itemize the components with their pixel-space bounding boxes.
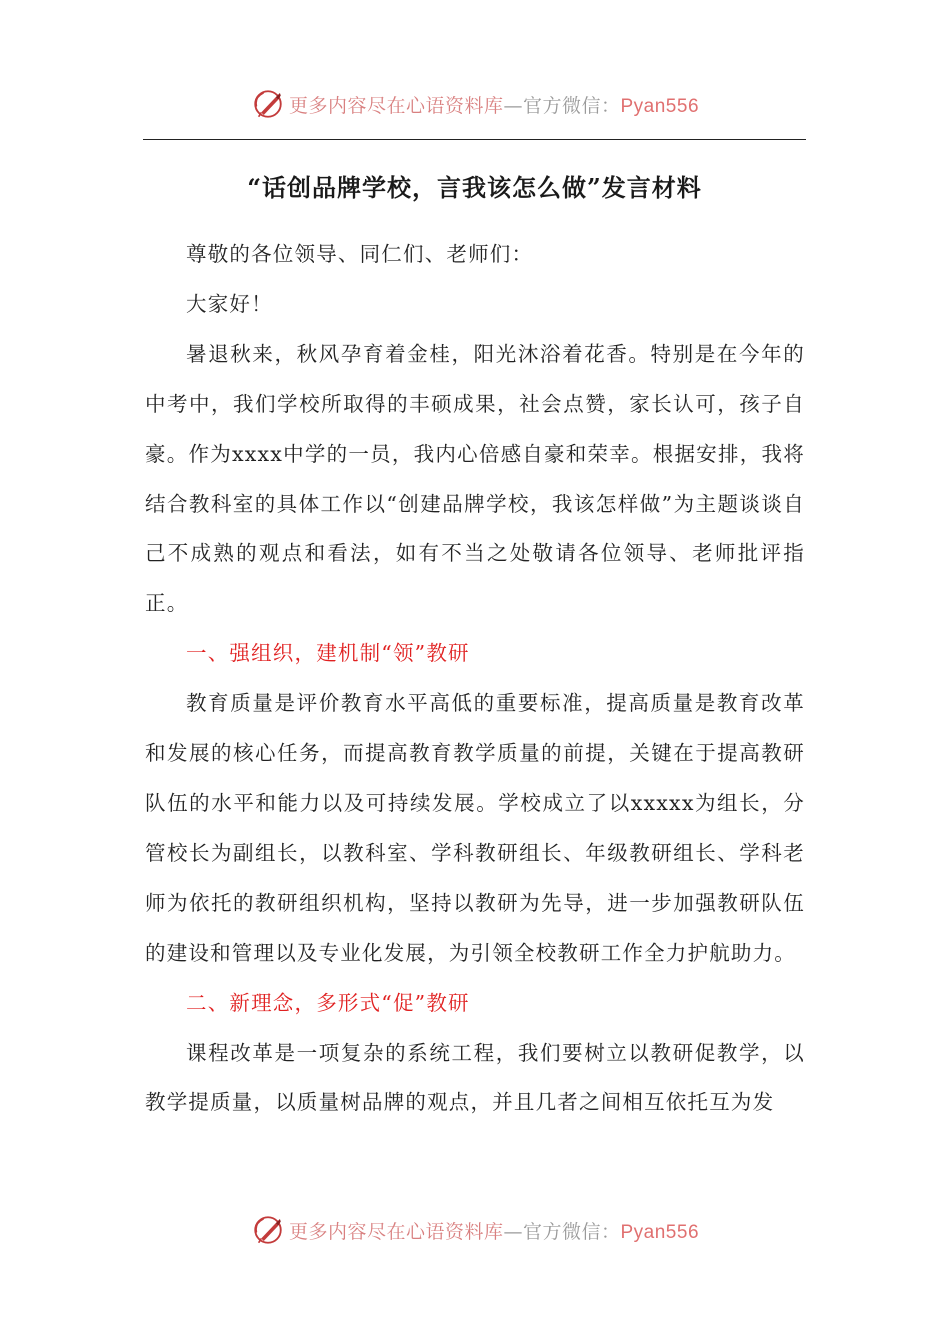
greeting: 大家好！ bbox=[186, 291, 273, 316]
salutation: 尊敬的各位领导、同仁们、老师们： bbox=[186, 242, 534, 266]
section-heading-2: 二、新理念，多形式“促”教研 bbox=[186, 990, 470, 1015]
banner-wechat-label: 官方微信： bbox=[522, 94, 621, 117]
banner-separator: — bbox=[503, 1220, 523, 1243]
body-paragraph: 课程改革是一项复杂的系统工程，我们要树立以教研促教学，以教学提质量，以质量树品牌的观点，并且几者之间相互依托互为发 bbox=[145, 1040, 805, 1115]
document-title: “话创品牌学校，言我该怎么做”发言材料 bbox=[247, 173, 702, 202]
document-body bbox=[145, 230, 805, 1128]
header-divider bbox=[143, 139, 806, 140]
banner-wechat-id: Pyan556 bbox=[620, 1221, 700, 1243]
banner-title: 更多内容尽在心语资料库 bbox=[288, 94, 504, 117]
pen-nib-logo-icon bbox=[251, 87, 285, 121]
footer-banner bbox=[0, 1210, 950, 1250]
banner-wechat-id: Pyan556 bbox=[620, 95, 700, 117]
header-banner bbox=[0, 84, 950, 124]
section-heading-1: 一、强组织，建机制“领”教研 bbox=[186, 641, 470, 666]
body-paragraph: 暑退秋来，秋风孕育着金桂，阳光沐浴着花香。特别是在今年的中考中，我们学校所取得的丰硕成果，社会点赞，家长认可，孩子自豪。作为xxxx中学的一员，我内心倍感自豪和荣幸。根据安排，我将结合教科室的具体工作以“创建品牌学校，我该怎样做”为主题谈谈自己不成熟的观点和看法，如有不当之处敬请各位领导、老师批评指正。 bbox=[145, 341, 805, 616]
banner-title: 更多内容尽在心语资料库 bbox=[288, 1220, 504, 1243]
body-paragraph: 教育质量是评价教育水平高低的重要标准，提高质量是教育改革和发展的核心任务，而提高教育教学质量的前提，关键在于提高教研队伍的水平和能力以及可持续发展。学校成立了以xxxxx为组长，分管校长为副组长，以教科室、学科教研组长、年级教研组长、学科老师为依托的教研组织机构，坚持以教研为先导，进一步加强教研队伍的建设和管理以及专业化发展，为引领全校教研工作全力护航助力。 bbox=[145, 691, 805, 965]
banner-wechat-label: 官方微信： bbox=[522, 1220, 621, 1243]
pen-nib-logo-icon bbox=[251, 1213, 285, 1247]
banner-separator: — bbox=[503, 94, 523, 117]
